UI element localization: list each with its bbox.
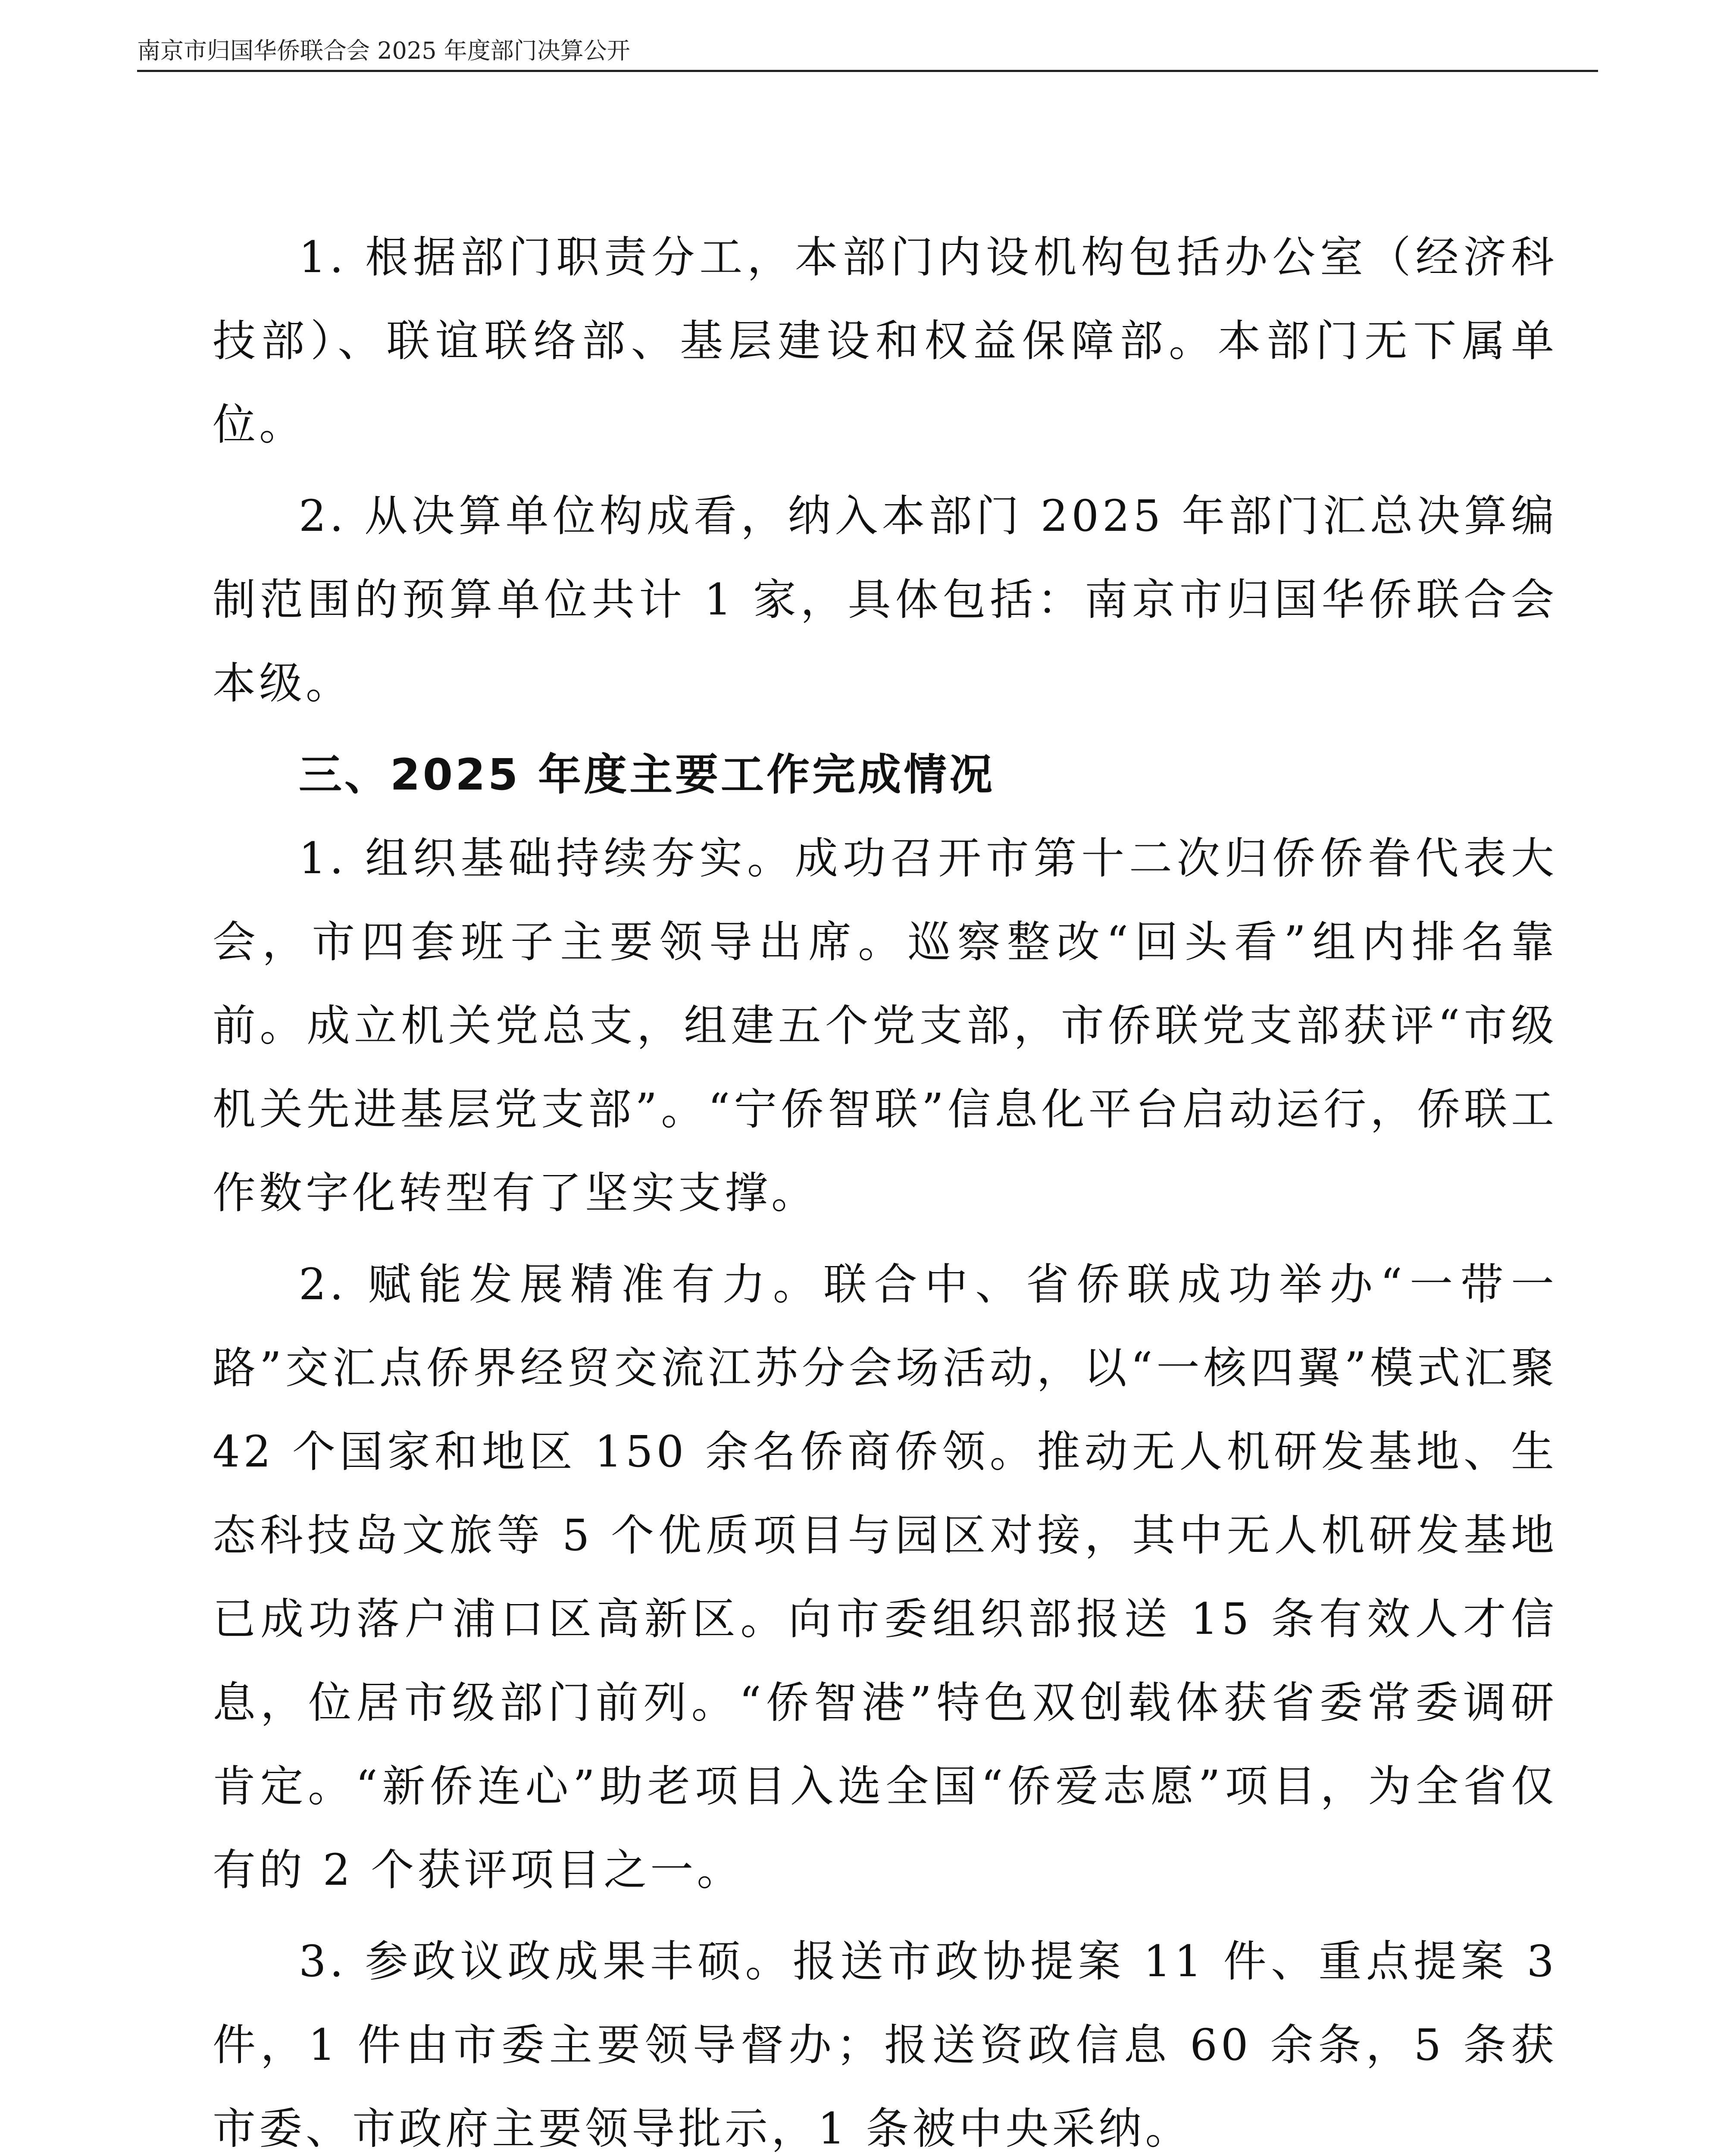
paragraph-organization-foundation: 1. 组织基础持续夯实。成功召开市第十二次归侨侨眷代表大会，市四套班子主要领导出席。巡察整改“回头看”组内排名靠前。成立机关党总支，组建五个党支部，市侨联党支部获评“市级机关先进基层党支部”。“宁侨智联”信息化平台启动运行，侨联工作数字化转型有了坚实支撑。 — [213, 833, 1558, 1218]
paragraph-political-participation: 3. 参政议政成果丰硕。报送市政协提案 11 件、重点提案 3 件，1 件由市委主要领导督办；报送资政信息 60 余条，5 条获市委、市政府主要领导批示，1 条被中央采纳。 — [213, 1936, 1558, 2154]
page-header — [137, 34, 1598, 72]
document-header-title: 南京市归国华侨联合会 2025 年度部门决算公开 — [137, 37, 630, 64]
paragraph-internal-structure: 1. 根据部门职责分工，本部门内设机构包括办公室（经济科技部）、联谊联络部、基层建设和权益保障部。本部门无下属单位。 — [213, 232, 1558, 450]
paragraph-budget-units: 2. 从决算单位构成看，纳入本部门 2025 年部门汇总决算编制范围的预算单位共计 1 家，具体包括：南京市归国华侨联合会本级。 — [213, 491, 1558, 708]
section-heading-main-work: 三、2025 年度主要工作完成情况 — [299, 749, 995, 800]
paragraph-empowering-development: 2. 赋能发展精准有力。联合中、省侨联成功举办“一带一路”交汇点侨界经贸交流江苏分会场活动，以“一核四翼”模式汇聚 42 个国家和地区 150 余名侨商侨领。推动无人机研发基地、生态科技岛文旅等 5 个优质项目与园区对接，其中无人机研发基地已成功落户浦口区高新区。向市委组织部报送 15 条有效人才信息，位居市级部门前列。“侨智港”特色双创载体获省委常委调研肯定。“新侨连心”助老项目入选全国“侨爱志愿”项目，为全省仅有的 2 个获评项目之一。 — [213, 1259, 1558, 1895]
document-body — [213, 216, 1558, 2156]
